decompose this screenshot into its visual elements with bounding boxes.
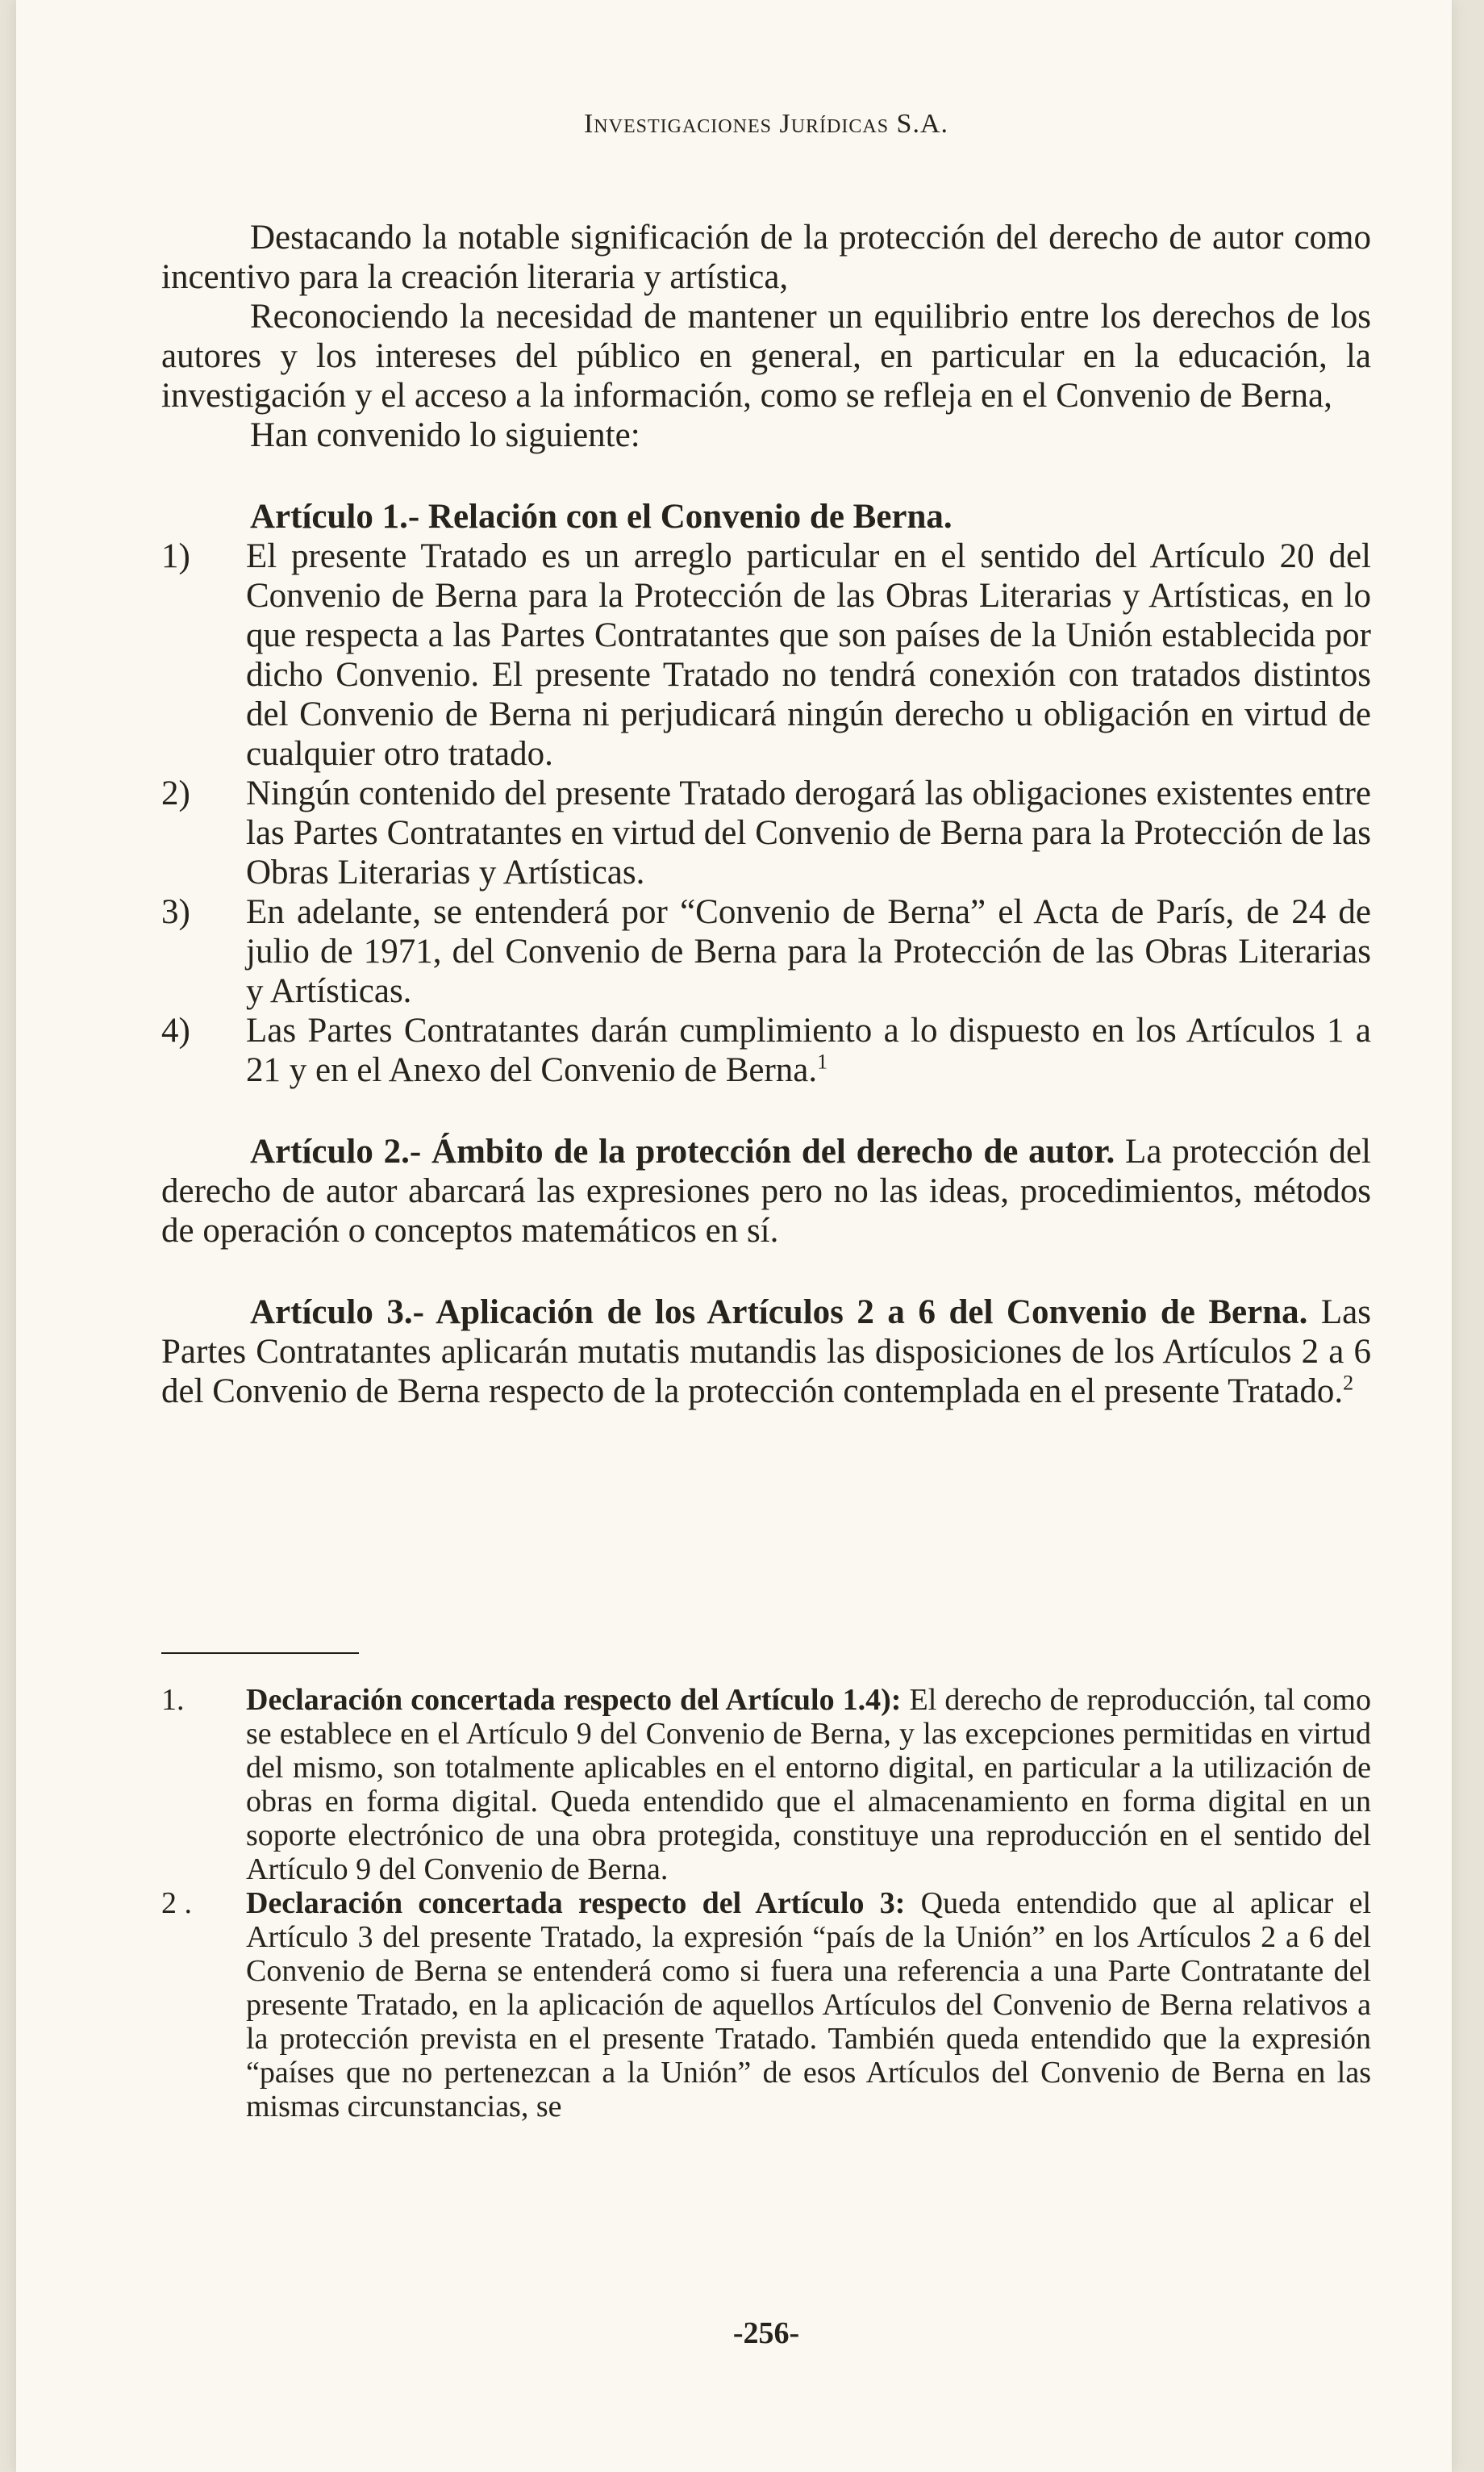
footnotes	[161, 1652, 1371, 2123]
footnote-number: 1.	[161, 1683, 185, 1717]
footnote-title: Declaración concertada respecto del Artículo 1.4):	[246, 1683, 902, 1717]
main-text	[161, 218, 1371, 1411]
intro-paragraph-2: Reconociendo la necesidad de mantener un equilibrio entre los derechos de los autores y los intereses del público en general, en particular en la educación, la investigación y el acceso a la información, como se refleja en el Convenio de Berna,	[161, 298, 1371, 415]
item-number: 3)	[161, 893, 190, 931]
article-3	[161, 1292, 1371, 1411]
article-1-item	[161, 892, 1371, 1011]
footnote-text: El derecho de reproducción, tal como se establece en el Artículo 9 del Convenio de Berna, y las excepciones permitidas en virtud del mismo, son totalmente aplicables en el entorno digital, en particular a la utilización de obras en forma digital. Queda entendido que el almacenamiento en forma digital en un soporte electrónico de una obra protegida, constituye una reproducción en el sentido del Artículo 9 del Convenio de Berna.	[246, 1683, 1371, 1886]
footnote-ref-1: 1	[817, 1050, 828, 1074]
intro-paragraph-3: Han convenido lo siguiente:	[250, 416, 640, 454]
article-3-text: Las Partes Contratantes aplicarán mutatis mutandis las disposiciones de los Artículos 2 a 6 del Convenio de Berna respecto de la protección contemplada en el presente Tratado.	[161, 1293, 1371, 1410]
footnote-text: Queda entendido que al aplicar el Artículo 3 del presente Tratado, la expresión “país de la Unión” en los Artículos 2 a 6 del Convenio de Berna se entenderá como si fuera una referencia a una Parte Contratante del presente Tratado, en la aplicación de aquellos Artículos del Convenio de Berna relativos a la protección prevista en el presente Tratado. También queda entendido que la expresión “países que no pertenezcan a la Unión” de esos Artículos del Convenio de Berna en las mismas circunstancias, se	[246, 1886, 1372, 2123]
article-1-item	[161, 537, 1371, 774]
item-text: En adelante, se entenderá por “Convenio de Berna” el Acta de París, de 24 de julio de 1971, del Convenio de Berna para la Protección de las Obras Literarias y Artísticas.	[246, 893, 1371, 1010]
article-3-heading: Artículo 3.- Aplicación de los Artículos 2 a 6 del Convenio de Berna.	[250, 1293, 1308, 1331]
page-sheet	[16, 0, 1452, 2472]
item-text: Las Partes Contratantes darán cumplimiento a lo dispuesto en los Artículos 1 a 21 y en el Anexo del Convenio de Berna.	[246, 1012, 1371, 1089]
footnote-1	[161, 1683, 1371, 1886]
footnote-ref-2: 2	[1343, 1371, 1354, 1395]
item-text: Ningún contenido del presente Tratado derogará las obligaciones existentes entre las Partes Contratantes en virtud del Convenio de Berna para la Protección de las Obras Literarias y Artísticas.	[246, 775, 1371, 892]
article-1-item	[161, 1011, 1371, 1090]
item-number: 2)	[161, 775, 190, 812]
footnote-title: Declaración concertada respecto del Artículo 3:	[246, 1886, 906, 1920]
item-number: 4)	[161, 1012, 190, 1050]
article-1-heading: Artículo 1.- Relación con el Convenio de Berna.	[250, 498, 953, 536]
article-2-heading: Artículo 2.- Ámbito de la protección del derecho de autor.	[250, 1133, 1115, 1171]
article-1-item	[161, 774, 1371, 892]
footnote-number: 2 .	[161, 1886, 192, 1920]
article-2-text: La protección del derecho de autor abarcará las expresiones pero no las ideas, procedimientos, métodos de operación o conceptos matemáticos en sí.	[161, 1133, 1372, 1250]
item-text: El presente Tratado es un arreglo particular en el sentido del Artículo 20 del Convenio de Berna para la Protección de las Obras Literarias y Artísticas, en lo que respecta a las Partes Contratantes que son países de la Unión establecida por dicho Convenio. El presente Tratado no tendrá conexión con tratados distintos del Convenio de Berna ni perjudicará ningún derecho u obligación en virtud de cualquier otro tratado.	[246, 537, 1371, 773]
intro-paragraph-1: Destacando la notable significación de la protección del derecho de autor como incentivo para la creación literaria y artística,	[161, 219, 1371, 296]
footnote-2	[161, 1886, 1371, 2123]
page-number: -256-	[732, 2316, 800, 2350]
item-number: 1)	[161, 537, 190, 575]
article-2	[161, 1132, 1371, 1251]
running-head: Investigaciones Jurídicas S.A.	[583, 109, 949, 139]
